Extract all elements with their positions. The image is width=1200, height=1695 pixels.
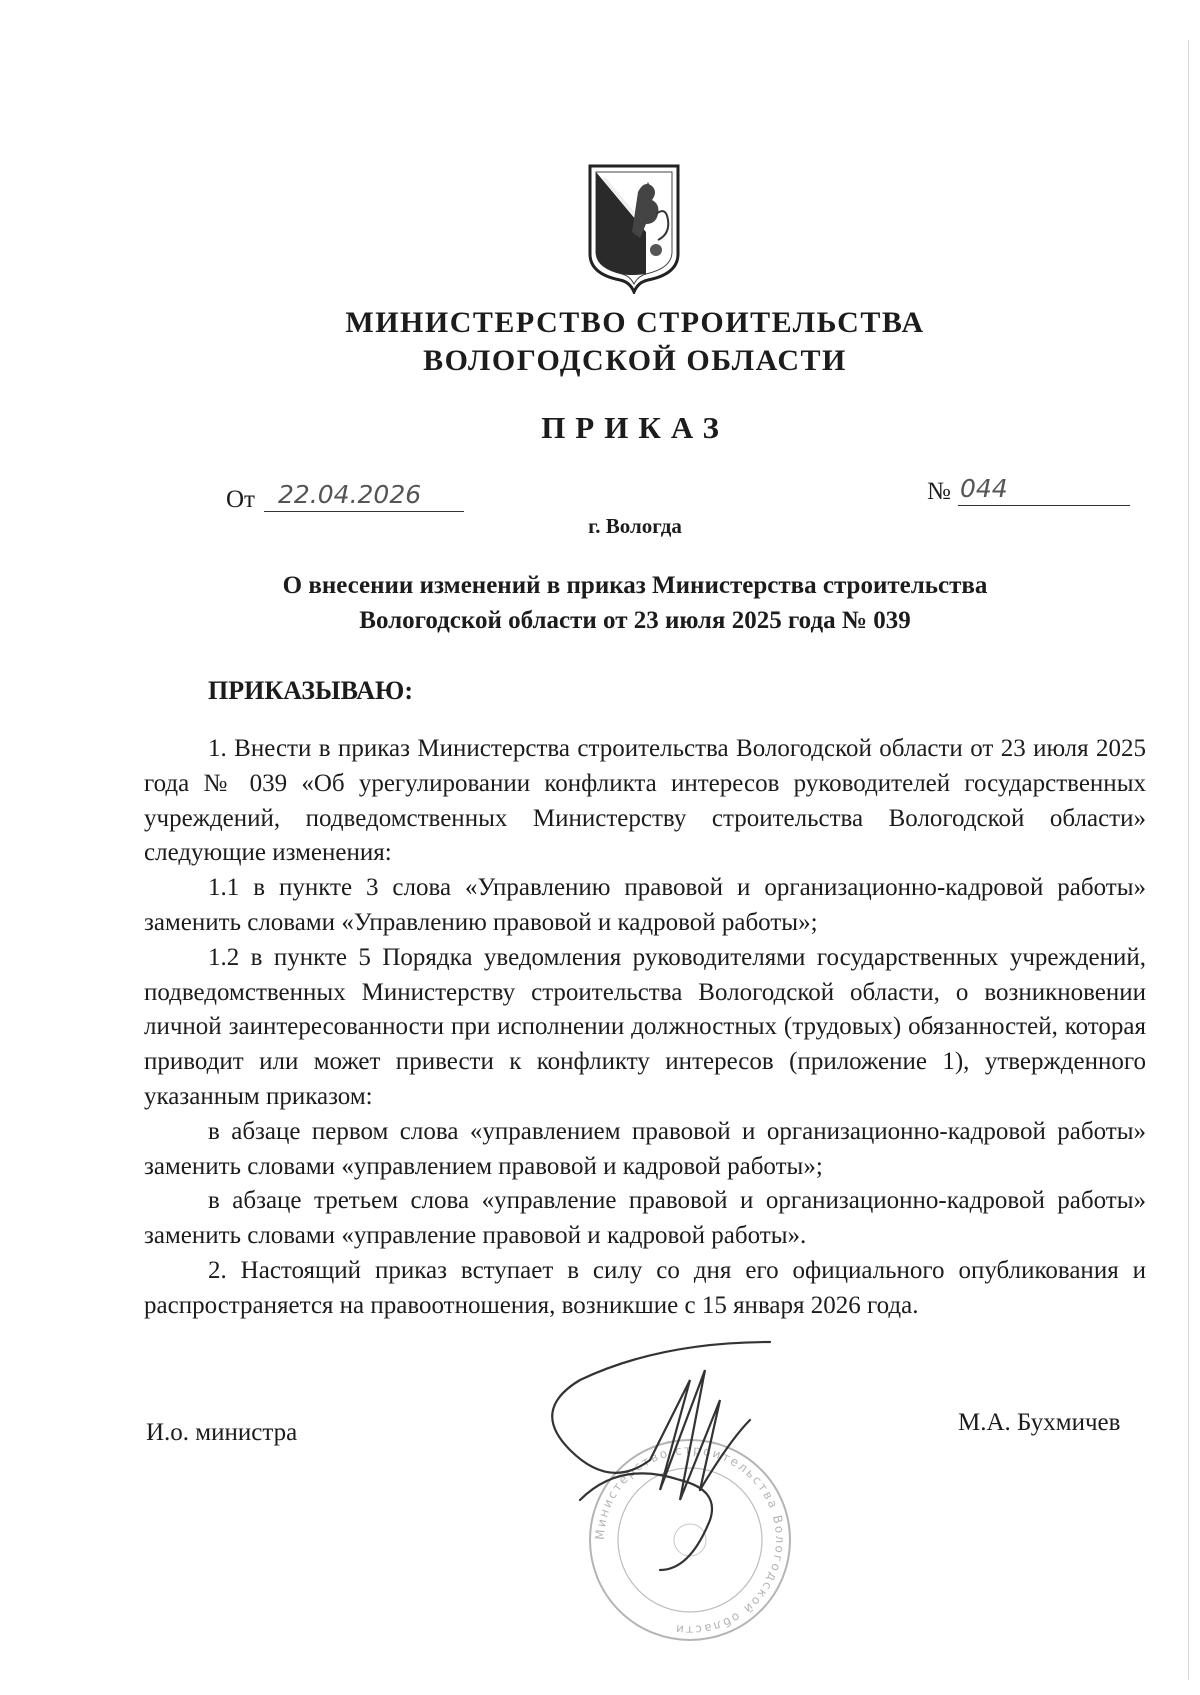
ministry-name-line1: МИНИСТЕРСТВО СТРОИТЕЛЬСТВА bbox=[345, 306, 925, 339]
paragraph-third-abzac: в абзаце третьем слова «управление правовой и организационно-кадровой работы» заменить словами «управление правовой и кадровой работы». bbox=[144, 1187, 1146, 1250]
document-title-line2: Вологодской области от 23 июля 2025 года № 039 bbox=[359, 607, 911, 634]
number-value: 044 bbox=[958, 474, 1130, 506]
number-label: № bbox=[927, 478, 951, 505]
paragraph-1-1: 1.1 в пункте 3 слова «Управлению правовой и организационно-кадровой работы» заменить словами «Управлению правовой и кадровой работы»; bbox=[144, 874, 1146, 936]
ministry-name-line2: ВОЛОГОДСКОЙ ОБЛАСТИ bbox=[423, 344, 847, 377]
signer-name: М.А. Бухмичев bbox=[958, 1409, 1121, 1436]
document-body bbox=[144, 732, 1146, 1324]
document-title bbox=[0, 568, 1200, 638]
date-value: 22.04.2026 bbox=[264, 480, 464, 512]
paragraph-2: 2. Настоящий приказ вступает в силу со дня его официального опубликования и распространяется на правоотношения, возникшие с 15 января 2026 года. bbox=[144, 1256, 1146, 1319]
date-label: От bbox=[226, 486, 255, 513]
scan-edge-line bbox=[1188, 40, 1189, 1680]
paragraph-1: 1. Внести в приказ Министерства строительства Вологодской области от 23 июля 2025 года № 039 «Об урегулировании конфликта интересов руководителей государственных учреждений, подведомственных Министерству строительства Вологодской области» следующие изменения: bbox=[144, 735, 1146, 867]
order-heading: ПРИКАЗЫВАЮ: bbox=[208, 676, 413, 705]
official-stamp bbox=[590, 1440, 790, 1640]
signer-position: И.о. министра bbox=[146, 1419, 298, 1446]
paragraph-1-2: 1.2 в пункте 5 Порядка уведомления руководителями государственных учреждений, подведомственных Министерству строительства Вологодской области, о возникновении личной заинтересованности при исполнении должностных (трудовых) обязанностей, которая приводит или может привести к конфликту интересов (приложение 1), утвержденного указанным приказом: bbox=[144, 943, 1146, 1110]
city: г. Вологда bbox=[588, 514, 682, 538]
paragraph-first-abzac: в абзаце первом слова «управлением правовой и организационно-кадровой работы» заменить словами «управлением правовой и кадровой работы»; bbox=[144, 1117, 1146, 1180]
document-title-line1: О внесении изменений в приказ Министерства строительства bbox=[282, 572, 988, 599]
coat-of-arms-icon bbox=[586, 162, 682, 294]
document-type: ПРИКАЗ bbox=[541, 410, 729, 445]
signature-and-stamp bbox=[540, 1340, 880, 1670]
stamp-text: Министерство строительства Вологодской области bbox=[592, 1442, 788, 1638]
ministry-name bbox=[0, 304, 1200, 380]
